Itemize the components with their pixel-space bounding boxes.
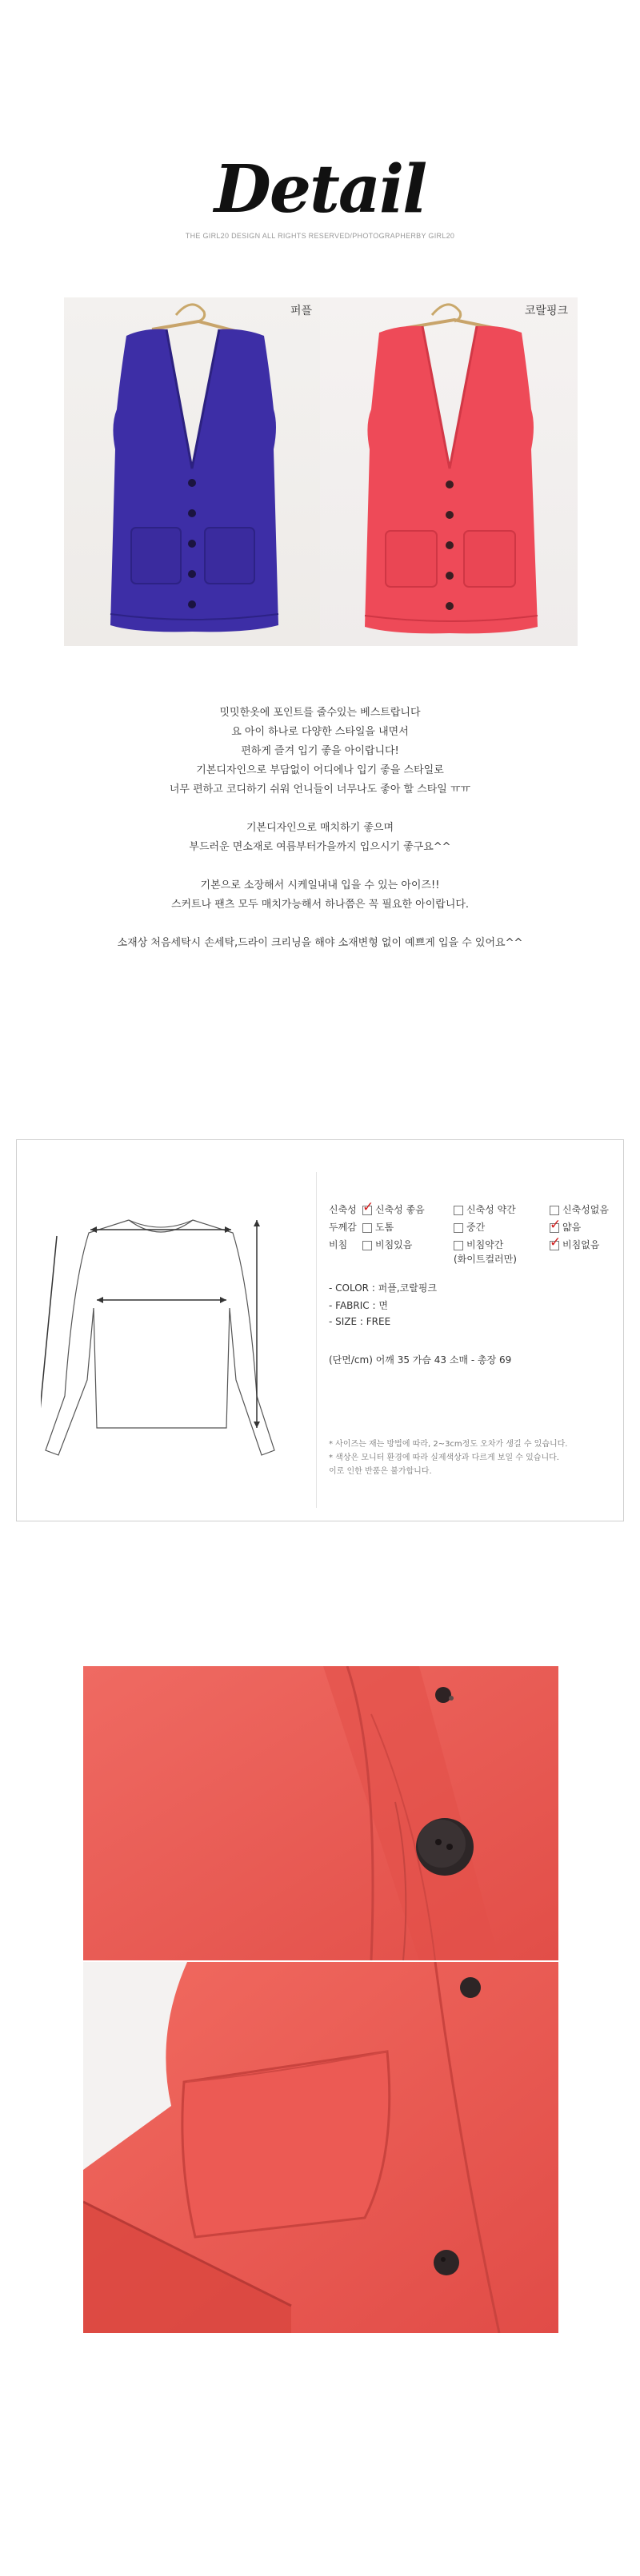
sheer-option-yes: 비침있음: [362, 1238, 412, 1251]
sheer-note: (화이트컬러만): [454, 1254, 517, 1265]
stretch-option-good: ✓ 신축성 좋음: [362, 1202, 425, 1216]
checkbox: [454, 1241, 463, 1250]
checkbox: [454, 1223, 463, 1233]
desc-line: 너무 편하고 코디하기 쉬워 언니들이 너무나도 좋아 할 스타일 ㅠㅠ: [169, 784, 471, 796]
color-info: - COLOR : 퍼플,코랄핑크: [329, 1282, 438, 1294]
fabric-info: - FABRIC : 면: [329, 1300, 388, 1311]
product-description: [0, 704, 640, 953]
thickness-option-medium: 중간: [454, 1220, 485, 1234]
desc-line: 요 아이 하나로 다양한 스타일을 내면서: [231, 726, 409, 738]
desc-line: 기본디자인으로 매치하기 좋으며: [246, 822, 394, 834]
spec-divider: [316, 1172, 317, 1508]
spec-box: [16, 1139, 624, 1521]
size-diagram: [41, 1188, 305, 1508]
desc-line: 스커트나 팬츠 모두 매치가능해서 하나쯤은 꼭 필요한 아이랍니다.: [170, 899, 470, 911]
color-label-coral: 코랄핑크: [524, 305, 568, 317]
thickness-option-thin: ✓ 얇음: [550, 1220, 581, 1234]
stretch-label: 신축성: [329, 1204, 357, 1215]
page-title: Detail: [214, 151, 426, 228]
checkbox-checked: [362, 1206, 372, 1215]
checkbox-checked: [550, 1223, 559, 1233]
desc-spacer: [0, 857, 640, 876]
desc-line: 소재상 처음세탁시 손세탁,드라이 크리닝을 해야 소재변형 없이 예쁘게 입을 수 있어요^^: [117, 937, 523, 949]
desc-line: 기본으로 소장해서 시케일내내 입을 수 있는 아이즈!!: [200, 879, 440, 891]
product-photo-purple: [64, 297, 322, 646]
stretch-option-some: 신축성 약간: [454, 1202, 516, 1216]
checkbox: [362, 1241, 372, 1250]
size-info: - SIZE : FREE: [329, 1316, 391, 1327]
thickness-label: 두께감: [329, 1222, 357, 1233]
desc-line: 부드러운 면소재로 여름부터가을까지 입으시기 좋구요^^: [189, 841, 451, 853]
sheer-option-some: 비침약간: [454, 1238, 503, 1251]
size-notes: * 사이즈는 재는 방법에 따라, 2~3cm정도 오차가 생길 수 있습니다. * 색상은 모니터 환경에 따라 실제색상과 다르게 보일 수 있습니다. 이로 인한 반품은 불가합니다.: [329, 1440, 568, 1476]
product-photo-coral: [320, 297, 578, 646]
desc-line: 밋밋한옷에 포인트를 줄수있는 베스트랍니다: [219, 707, 421, 719]
desc-spacer: [0, 800, 640, 819]
copyright-subtitle: THE GIRL20 DESIGN ALL RIGHTS RESERVED/PHOTOGRAPHERBY GIRL20: [185, 232, 455, 240]
thickness-option-thick: 도톰: [362, 1220, 394, 1234]
sheer-option-none: ✓ 비침없음: [550, 1238, 599, 1251]
checkbox: [362, 1223, 372, 1233]
measurements: (단면/cm) 어깨 35 가슴 43 소매 - 총장 69: [329, 1354, 512, 1366]
sheer-label: 비침: [329, 1239, 348, 1250]
desc-line: 기본디자인으로 부담없이 어디에나 입기 좋을 스타일로: [196, 764, 444, 776]
detail-photo-pocket: [83, 1962, 558, 2333]
color-label-purple: 퍼플: [290, 305, 312, 317]
desc-spacer: [0, 915, 640, 934]
stretch-option-none: 신축성없음: [550, 1202, 609, 1216]
desc-line: 편하게 즐겨 입기 좋을 아이랍니다!: [241, 745, 399, 757]
checkbox: [454, 1206, 463, 1215]
checkbox: [550, 1206, 559, 1215]
checkbox-checked: [550, 1241, 559, 1250]
detail-photo-button: [83, 1666, 558, 1960]
